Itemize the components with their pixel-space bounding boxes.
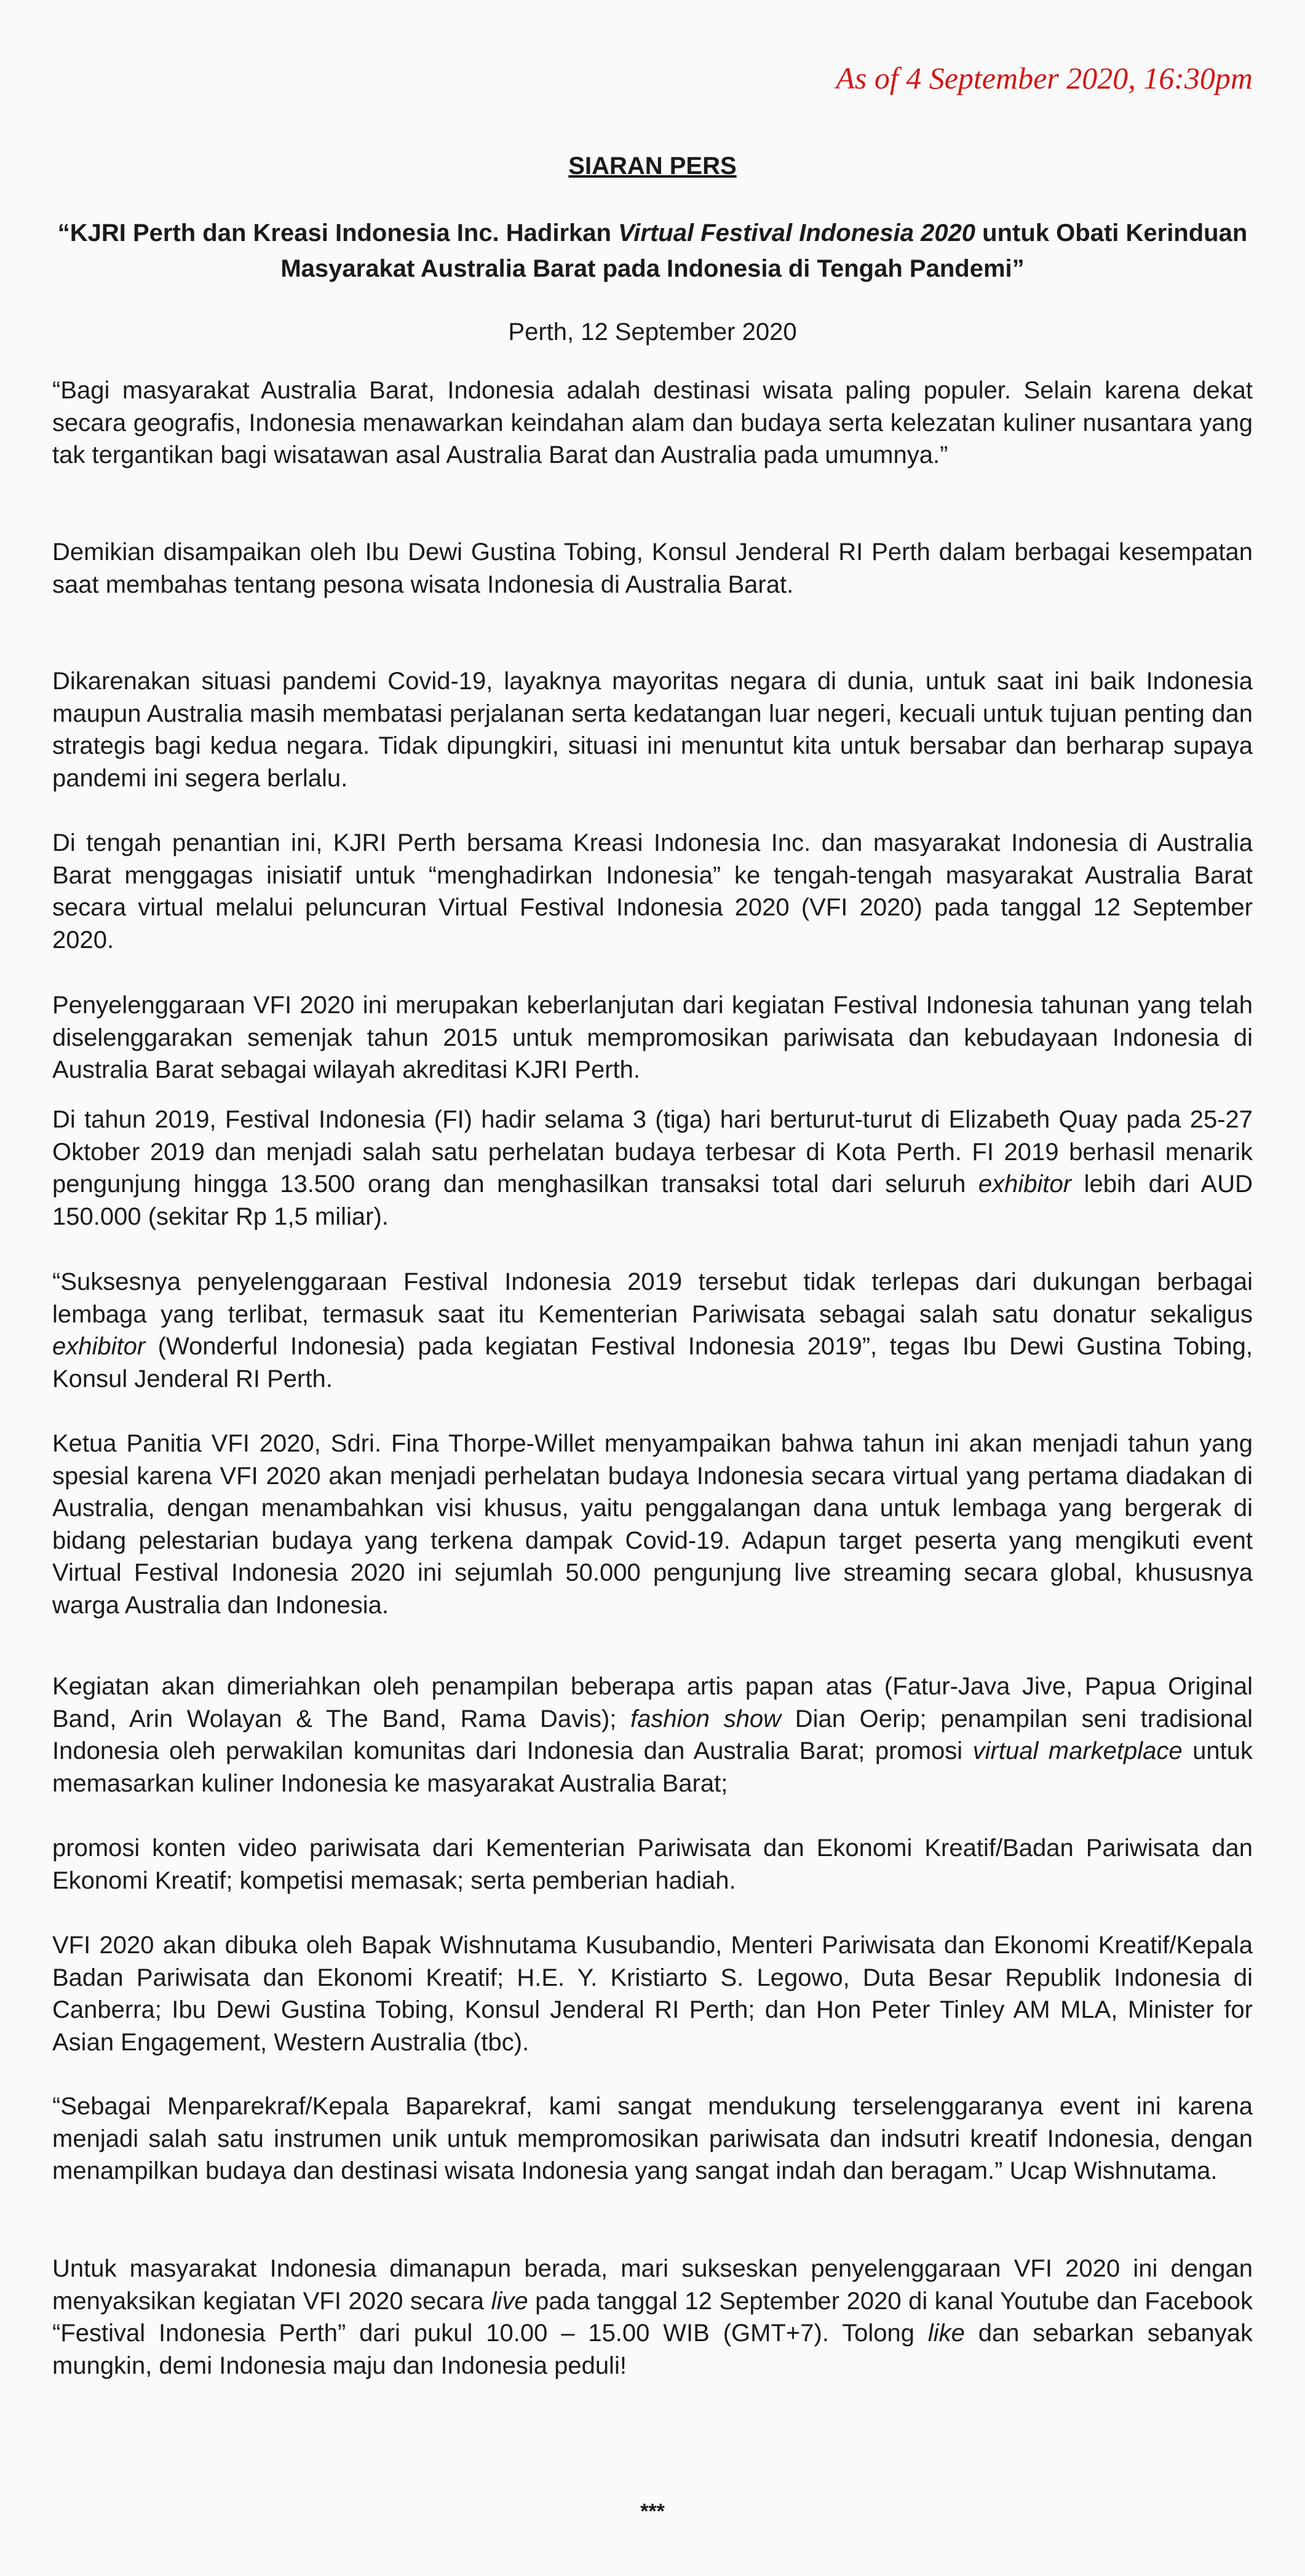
paragraph-1: “Bagi masyarakat Australia Barat, Indonesia adalah destinasi wisata paling populer. Selain karena dekat secara geografis, Indonesia menawarkan keindahan alam dan budaya serta kelezatan kuliner nusantara yang tak tergantikan bagi wisatawan asal Australia Barat dan Australia pada umumnya.” [52, 377, 1253, 468]
paragraph-9-text-a: Kegiatan akan dimeriahkan oleh penampilan beberapa artis papan atas (Fatur-Java Jive, Papua Original Band, Arin Wolayan & The Band, Rama Davis); [52, 1673, 1253, 1732]
headline-event-name: Virtual Festival Indonesia 2020 [618, 219, 976, 247]
paragraph-9-italic-1: fashion show [630, 1705, 782, 1732]
paragraph-10: promosi konten video pariwisata dari Kementerian Pariwisata dan Ekonomi Kreatif/Badan Pariwisata dan Ekonomi Kreatif; kompetisi memasak; serta pemberian hadiah. [52, 1835, 1253, 1894]
paragraph-9-text-b: Dian Oerip; penampilan seni tradisional Indonesia oleh perwakilan komunitas dari Indonesia dan Australia Barat; promosi [52, 1705, 1253, 1764]
paragraph-6 [52, 1104, 1253, 1233]
headline-part-1: “KJRI Perth dan Kreasi Indonesia Inc. Hadirkan [57, 219, 619, 247]
paragraph-13-text-a: Untuk masyarakat Indonesia dimanapun berada, mari sukseskan penyelenggaraan VFI 2020 ini dengan menyaksikan kegiatan VFI 2020 secara [52, 2255, 1253, 2315]
paragraph-13-text-c: dan sebarkan sebanyak mungkin, demi Indonesia maju dan Indonesia peduli! [52, 2320, 1253, 2379]
paragraph-8: Ketua Panitia VFI 2020, Sdri. Fina Thorpe-Willet menyampaikan bahwa tahun ini akan menjadi tahun yang spesial karena VFI 2020 akan menjadi perhelatan budaya Indonesia secara virtual yang pertama diadakan di Australia, dengan menambahkan visi khusus, yaitu penggalangan dana untuk lembaga yang bergerak di bidang pelestarian budaya yang terkena dampak Covid-19. Adapun target peserta yang mengikuti event Virtual Festival Indonesia 2020 ini sejumlah 50.000 pengunjung live streaming secara global, khususnya warga Australia dan Indonesia. [52, 1430, 1253, 1619]
press-release-label: SIARAN PERS [568, 152, 737, 180]
paragraph-2: Demikian disampaikan oleh Ibu Dewi Gustina Tobing, Konsul Jenderal RI Perth dalam berbagai kesempatan saat membahas tentang pesona wisata Indonesia di Australia Barat. [52, 539, 1253, 598]
paragraph-7 [52, 1266, 1253, 1395]
paragraph-12: “Sebagai Menparekraf/Kepala Baparekraf, kami sangat mendukung terselenggaranya event ini karena menjadi salah satu instrumen unik untuk mempromosikan pariwisata dan indsutri kreatif Indonesia, dengan menampilkan budaya dan destinasi wisata Indonesia yang sangat indah dan beragam.” Ucap Wishnutama. [52, 2093, 1253, 2184]
paragraph-13 [52, 2253, 1253, 2382]
paragraph-11: VFI 2020 akan dibuka oleh Bapak Wishnutama Kusubandio, Menteri Pariwisata dan Ekonomi Kreatif/Kepala Badan Pariwisata dan Ekonomi Kreatif; H.E. Y. Kristiarto S. Legowo, Duta Besar Republik Indonesia di Canberra; Ibu Dewi Gustina Tobing, Konsul Jenderal RI Perth; dan Hon Peter Tinley AM MLA, Minister for Asian Engagement, Western Australia (tbc). [52, 1932, 1253, 2056]
paragraph-6-italic-1: exhibitor [978, 1171, 1072, 1198]
paragraph-6-text-a: Di tahun 2019, Festival Indonesia (FI) hadir selama 3 (tiga) hari berturut-turut di Elizabeth Quay pada 25-27 Oktober 2019 dan menjadi salah satu perhelatan budaya terbesar di Kota Perth. FI 2019 berhasil menarik pengunjung hingga 13.500 orang dan menghasilkan transaksi total dari seluruh [52, 1106, 1253, 1198]
paragraph-7-text-b: (Wonderful Indonesia) pada kegiatan Festival Indonesia 2019”, tegas Ibu Dewi Gustina Tobing, Konsul Jenderal RI Perth. [52, 1333, 1253, 1393]
paragraph-5: Penyelenggaraan VFI 2020 ini merupakan keberlanjutan dari kegiatan Festival Indonesia tahunan yang telah diselenggarakan semenjak tahun 2015 untuk mempromosikan pariwisata dan kebudayaan Indonesia di Australia Barat sebagai wilayah akreditasi KJRI Perth. [52, 992, 1253, 1083]
paragraph-13-italic-1: live [491, 2287, 528, 2315]
paragraph-13-italic-2: like [927, 2320, 965, 2347]
headline-part-2: untuk Obati Kerinduan Masyarakat Australia Barat pada Indonesia di Tengah Pandemi” [280, 219, 1248, 282]
paragraph-4: Di tengah penantian ini, KJRI Perth bersama Kreasi Indonesia Inc. dan masyarakat Indonesia di Australia Barat menggagas inisiatif untuk “menghadirkan Indonesia” ke tengah-tengah masyarakat Australia Barat secara virtual melalui peluncuran Virtual Festival Indonesia 2020 (VFI 2020) pada tanggal 12 September 2020. [52, 829, 1253, 954]
as-of-timestamp: As of 4 September 2020, 16:30pm [836, 61, 1253, 95]
paragraph-6-text-b: lebih dari AUD 150.000 (sekitar Rp 1,5 miliar). [52, 1171, 1253, 1230]
dateline: Perth, 12 September 2020 [508, 318, 797, 346]
paragraph-3: Dikarenakan situasi pandemi Covid-19, layaknya mayoritas negara di dunia, untuk saat ini baik Indonesia maupun Australia masih membatasi perjalanan serta kedatangan luar negeri, kecuali untuk tujuan penting dan strategis bagi kedua negara. Tidak dipungkiri, situasi ini menuntut kita untuk bersabar dan berharap supaya pandemi ini segera berlalu. [52, 668, 1253, 792]
paragraph-9-text-c: untuk memasarkan kuliner Indonesia ke masyarakat Australia Barat; [52, 1737, 1253, 1797]
end-marker: *** [640, 2500, 665, 2523]
headline [52, 215, 1253, 286]
paragraph-9-italic-2: virtual marketplace [972, 1737, 1183, 1764]
paragraph-7-text-a: “Suksesnya penyelenggaraan Festival Indonesia 2019 tersebut tidak terlepas dari dukungan berbagai lembaga yang terlibat, termasuk saat itu Kementerian Pariwisata sebagai salah satu donatur sekaligus [52, 1268, 1253, 1328]
paragraph-9 [52, 1670, 1253, 1800]
paragraph-7-italic-1: exhibitor [52, 1333, 146, 1360]
paragraph-13-text-b: pada tanggal 12 September 2020 di kanal Youtube dan Facebook “Festival Indonesia Perth” dari pukul 10.00 – 15.00 WIB (GMT+7). Tolong [52, 2287, 1253, 2347]
